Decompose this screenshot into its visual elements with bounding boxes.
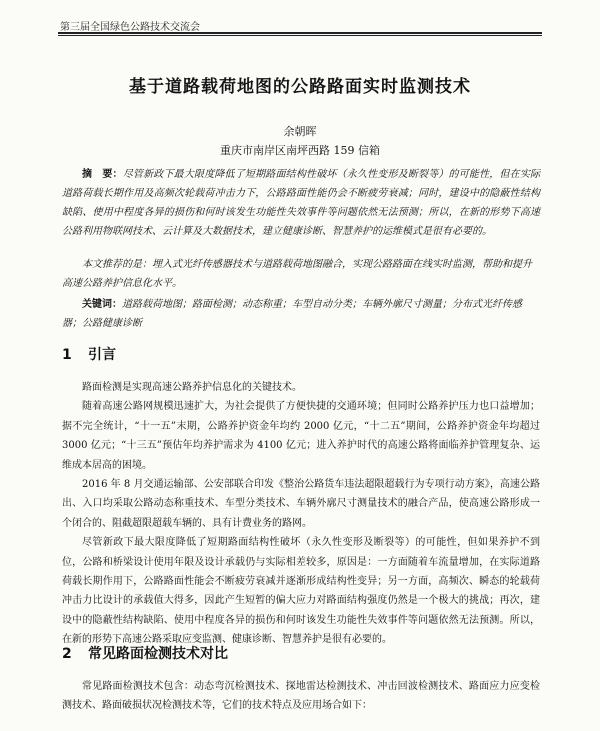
section-title: 常见路面检测技术对比 xyxy=(88,646,228,662)
paragraph: 2016 年 8 月交通运输部、公安部联合印发《整治公路货车违法超限超载行为专项行动方案》，高速公路出、入口均采取公路动态称重技术、车型分类技术、车辆外廓尺寸测量技术的融合产品，使高速公路形成一个闭合的、阻截超限超载车辆的、具有计费业务的路网。 xyxy=(62,479,540,529)
paper-title: 基于道路载荷地图的公路路面实时监测技术 xyxy=(129,77,471,97)
author-affiliation: 重庆市南岸区南坪西路 159 信箱 xyxy=(220,144,380,157)
section-heading-comparison xyxy=(62,643,228,663)
section-title: 引言 xyxy=(88,347,116,363)
header-rule xyxy=(58,32,542,36)
keywords-text: 道路载荷地图；路面检测；动态称重；车型自动分类；车辆外廓尺寸测量；分布式光纤传感器；公路健康诊断 xyxy=(62,299,522,329)
abstract xyxy=(62,165,540,241)
section-number: 1 xyxy=(62,347,72,363)
abstract-label: 摘 要： xyxy=(82,169,123,180)
abstract-text: 尽管新政下最大限度降低了短期路面结构性破坏（永久性变形及断裂等）的可能性，但在实际道路荷载长期作用及高频次轮载荷冲击力下，公路路面性能仍会不断疲劳衰减；同时，建设中的隐蔽性结构缺陷、使用中程度各异的损伤和何时该发生功能性失效事件等问题依然无法预测；所以，在新的形势下高速公路利用物联网技术、云计算及大数据技术，建立健康诊断、智慧养护的运维模式是很有必要的。 xyxy=(62,169,541,237)
paragraph: 常见路面检测技术包含：动态弯沉检测技术、探地雷达检测技术、冲击回波检测技术、路面应力应变检测技术、路面破损状况检测技术等，它们的技术特点及应用场合如下： xyxy=(62,681,540,712)
author-name: 余朝晖 xyxy=(283,125,317,138)
paragraph: 随着高速公路网规模迅速扩大，为社会提供了方便快捷的交通环境；但同时公路养护压力也口益增加；据不完全统计，“十一五”末期，公路养护资金年均约 2000 亿元，“十二五”期间，公路养护资金年均超过 3000 亿元；“十三五”预估年均养护需求为 4100 亿元；进入养护时代的高速公路将面临养护管理复杂、运维成本居高的困境。 xyxy=(62,401,540,471)
paragraph: 路面检测是实现高速公路养护信息化的关键技术。 xyxy=(82,382,302,393)
paragraph: 尽管新政下最大限度降低了短期路面结构性破坏（永久性变形及断裂等）的可能性，但如果养护不到位，公路和桥梁设计使用年限及设计承载仍与实际相差较多，原因是：一方面随着车流量增加，在实际道路荷载长期作用下，公路路面性能会不断疲劳衰减并逐渐形成结构性变异；另一方面，高频次、瞬态的轮载荷冲击力比设计的承载值大得多，因此产生短暂的偏大应力对路面结构强度仍然是一个极大的挑战；再次，建设中的隐蔽性结构缺陷、使用中程度各异的损伤和何时该发生功能性失效事件等问题依然无法预测。所以，在新的形势下高速公路采取应变监测、健康诊断、智慧养护是很有必要的。 xyxy=(62,537,540,646)
running-header: 第三届全国绿色公路技术交流会 xyxy=(60,22,200,33)
section-body-intro xyxy=(62,378,540,650)
recommendation: 本文推荐的是：埋入式光纤传感器技术与道路载荷地图融合，实现公路路面在线实时监测，帮助和提升高速公路养护信息化水平。 xyxy=(62,259,532,289)
section-body-comparison xyxy=(62,677,540,716)
section-number: 2 xyxy=(62,646,72,662)
keywords xyxy=(62,295,540,333)
section-heading-intro xyxy=(62,344,116,364)
keywords-label: 关键词： xyxy=(82,299,122,310)
